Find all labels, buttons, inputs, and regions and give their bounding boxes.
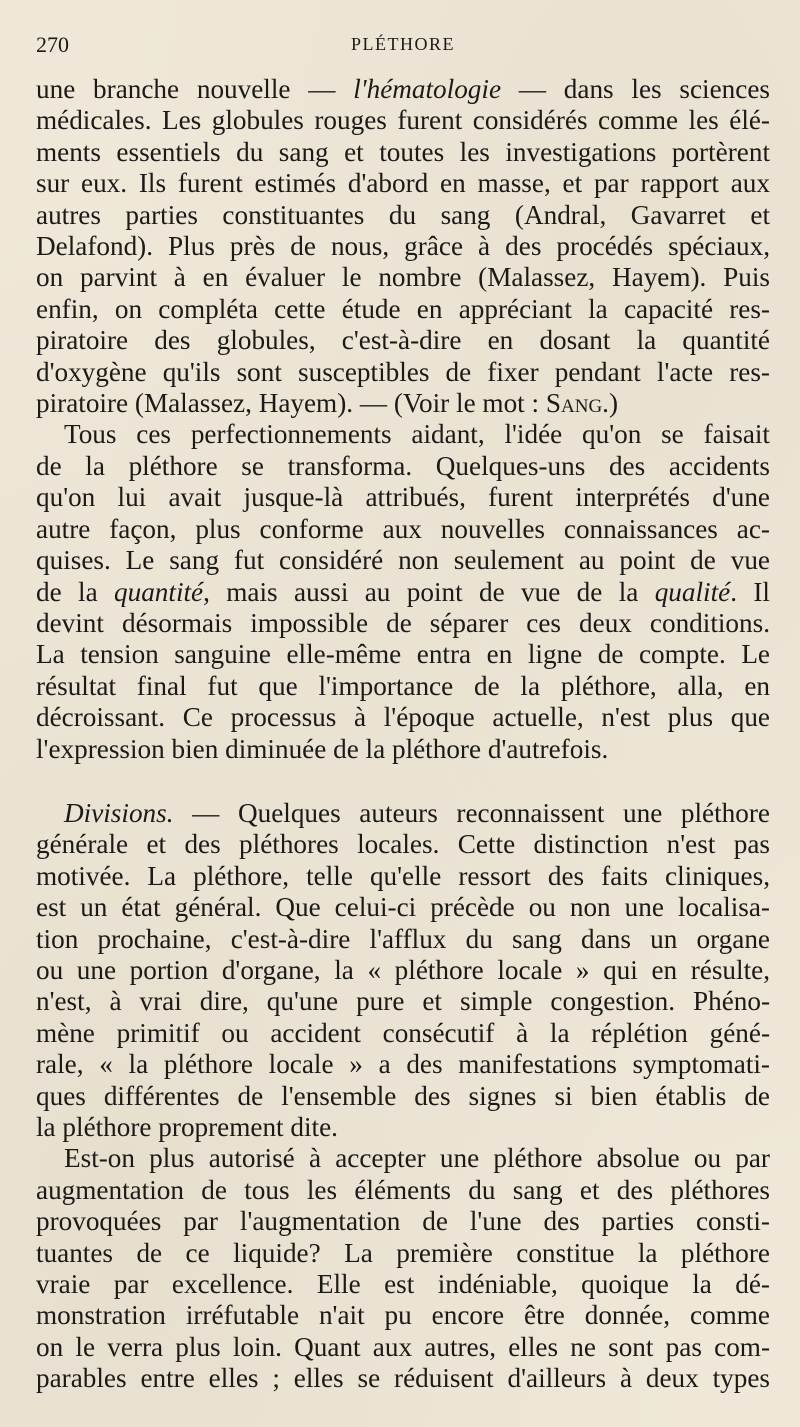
text-line: est un état général. Que celui-ci précède ou non une localisa- — [36, 892, 770, 923]
text-line: autres parties constituantes du sang (Andral, Gavarret et — [36, 199, 770, 230]
text-line: d'oxygène qu'ils sont susceptibles de fixer pendant l'acte res- — [36, 356, 770, 387]
text-line: médicales. Les globules rouges furent considérés comme les élé- — [36, 105, 770, 136]
text-line: qu'on lui avait jusque-là attribués, furent interprétés d'une — [36, 482, 770, 513]
text-line: piratoire (Malassez, Hayem). — (Voir le mot : Sang.) — [36, 388, 619, 419]
paragraph-spacer — [36, 765, 770, 798]
text-line: Delafond). Plus près de nous, grâce à des procédés spéciaux, — [36, 231, 770, 262]
text-line: quises. Le sang fut considéré non seulement au point de vue — [36, 545, 770, 576]
text-line: tion prochaine, c'est-à-dire l'afflux du sang dans un organe — [36, 923, 770, 954]
text-line: Divisions. — Quelques auteurs reconnaissent une pléthore — [64, 797, 770, 828]
text-line: générale et des pléthores locales. Cette distinction n'est pas — [36, 829, 770, 860]
text-line: n'est, à vrai dire, qu'une pure et simple congestion. Phéno- — [36, 986, 770, 1017]
text-line: ques différentes de l'ensemble des signes si bien établis de — [36, 1080, 770, 1111]
text-line: autre façon, plus conforme aux nouvelles connaissances ac- — [36, 513, 770, 544]
text-line: l'expression bien diminuée de la pléthore d'autrefois. — [36, 733, 609, 764]
text-line: devint désormais impossible de séparer ces deux conditions. — [36, 607, 770, 638]
text-line: motivée. La pléthore, telle qu'elle ressort des faits cliniques, — [36, 860, 770, 891]
paragraph-plethore-absolue — [36, 1143, 770, 1394]
italic-term: l'hématologie — [353, 74, 502, 104]
text-line: ou une portion d'organe, la « pléthore locale » qui en résulte, — [36, 954, 770, 985]
text-line: on le verra plus loin. Quant aux autres, elles ne sont pas com- — [36, 1331, 770, 1362]
text-line: Tous ces perfectionnements aidant, l'idée qu'on se faisait — [64, 419, 770, 450]
text-line: Est-on plus autorisé à accepter une pléthore absolue ou par — [64, 1143, 770, 1174]
text-line: vraie par excellence. Elle est indéniable, quoique la dé- — [36, 1269, 770, 1300]
paragraph-hematologie — [36, 74, 770, 419]
text-line: rale, « la pléthore locale » a des manifestations symptomati- — [36, 1049, 770, 1080]
text-line: une branche nouvelle — l'hématologie — dans les sciences — [36, 74, 770, 104]
text-line: enfin, on compléta cette étude en appréciant la capacité res- — [36, 293, 770, 324]
section-heading: Divisions. — [64, 797, 174, 828]
text-line: La tension sanguine elle-même entra en ligne de compte. Le — [36, 639, 770, 670]
text-line: ments essentiels du sang et toutes les investigations portèrent — [36, 136, 770, 167]
text-line: augmentation de tous les éléments du sang et des pléthores — [36, 1174, 770, 1205]
running-head: PLÉTHORE — [351, 34, 455, 54]
italic-term: quantité — [114, 576, 204, 607]
text-line: provoquées par l'augmentation de l'une des parties consti- — [36, 1206, 770, 1237]
text-line: de la pléthore se transforma. Quelques-uns des accidents — [36, 450, 770, 481]
text-line: la pléthore proprement dite. — [36, 1112, 338, 1142]
text-line: décroissant. Ce processus à l'époque actuelle, n'est plus que — [36, 702, 770, 733]
text-line: résultat final fut que l'importance de la pléthore, alla, en — [36, 670, 770, 701]
page-header — [36, 32, 770, 62]
text-line: de la quantité, mais aussi au point de vue de la qualité. Il — [36, 576, 770, 607]
text-line: parables entre elles ; elles se réduisent d'ailleurs à deux types — [36, 1363, 770, 1394]
text-line: sur eux. Ils furent estimés d'abord en masse, et par rapport aux — [36, 168, 770, 199]
smallcaps-term: Sang — [545, 388, 603, 419]
paragraph-perfectionnements — [36, 419, 770, 764]
text-line: on parvint à en évaluer le nombre (Malassez, Hayem). Puis — [36, 262, 770, 293]
text-line: tuantes de ce liquide? La première constitue la pléthore — [36, 1237, 770, 1268]
text-line: piratoire des globules, c'est-à-dire en dosant la quantité — [36, 325, 770, 356]
text-line: mène primitif ou accident consécutif à la réplétion géné- — [36, 1017, 770, 1048]
text-line: monstration irréfutable n'ait pu encore être donnée, comme — [36, 1300, 770, 1331]
italic-term: qualité — [654, 576, 731, 607]
paragraph-divisions — [36, 798, 770, 1143]
page-number: 270 — [36, 32, 69, 57]
body-text — [36, 74, 770, 1395]
